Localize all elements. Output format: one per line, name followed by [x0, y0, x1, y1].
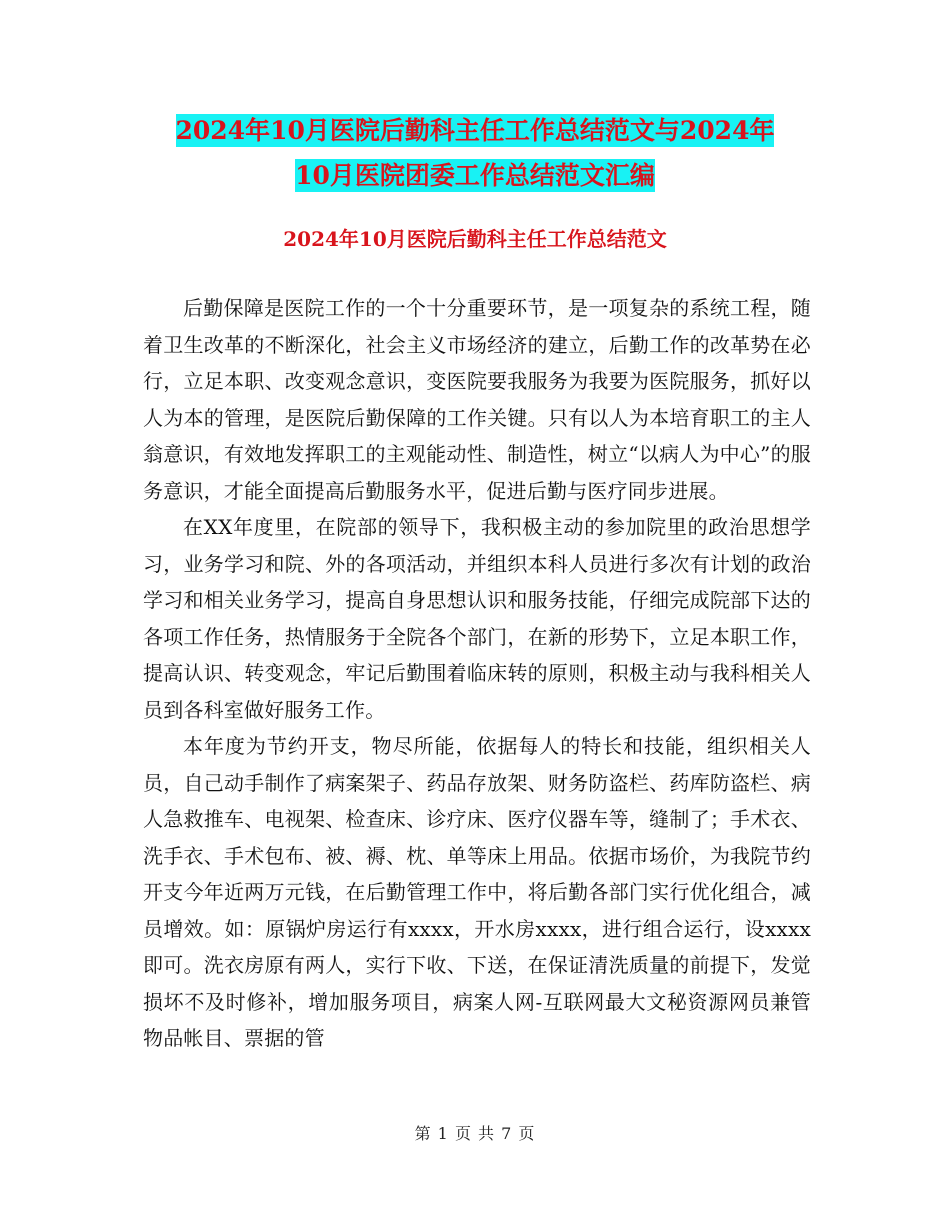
document-title-line-2: 10月医院团委工作总结范文汇编 [295, 161, 655, 190]
page-number: 第 1 页 共 7 页 [414, 1124, 536, 1143]
document-body [143, 290, 811, 1057]
paragraph-1: 后勤保障是医院工作的一个十分重要环节，是一项复杂的系统工程，随着卫生改革的不断深化，社会主义市场经济的建立，后勤工作的改革势在必行，立足本职、改变观念意识，变医院要我服务为我要为医院服务，抓好以人为本的管理，是医院后勤保障的工作关键。只有以人为本培育职工的主人翁意识，有效地发挥职工的主观能动性、制造性，树立“以病人为中心”的服务意识，才能全面提高后勤服务水平，促进后勤与医疗同步进展。 [143, 296, 811, 503]
paragraph-2: 在XX年度里，在院部的领导下，我积极主动的参加院里的政治思想学习，业务学习和院、外的各项活动，并组织本科人员进行多次有计划的政治学习和相关业务学习，提高自身思想认识和服务技能，仔细完成院部下达的各项工作任务，热情服务于全院各个部门，在新的形势下，立足本职工作，提高认识、转变观念，牢记后勤围着临床转的原则，积极主动与我科相关人员到各科室做好服务工作。 [143, 515, 811, 722]
document-title [140, 108, 810, 198]
paragraph-3: 本年度为节约开支，物尽所能，依据每人的特长和技能，组织相关人员，自己动手制作了病案架子、药品存放架、财务防盗栏、药库防盗栏、病人急救推车、电视架、检查床、诊疗床、医疗仪器车等，缝制了；手术衣、洗手衣、手术包布、被、褥、枕、单等床上用品。依据市场价，为我院节约开支今年近两万元钱，在后勤管理工作中，将后勤各部门实行优化组合，减员增效。如：原锅炉房运行有xxxx，开水房xxxx，进行组合运行，设xxxx即可。洗衣房原有两人，实行下收、下送，在保证清洗质量的前提下，发觉损坏不及时修补，增加服务项目，病案人网-互联网最大文秘资源网员兼管物品帐目、票据的管 [143, 734, 811, 1050]
document-title-line-1: 2024年10月医院后勤科主任工作总结范文与2024年 [175, 116, 775, 145]
section-title: 2024年10月医院后勤科主任工作总结范文 [283, 227, 667, 251]
